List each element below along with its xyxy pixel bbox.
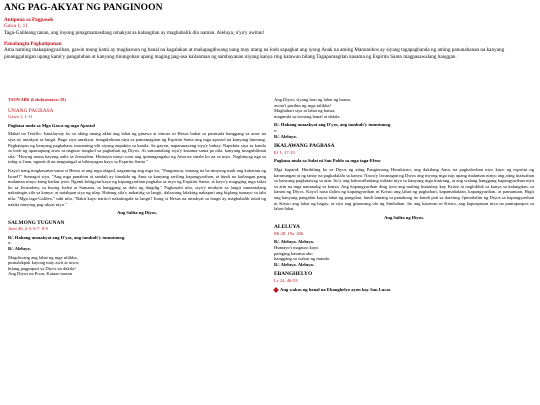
verse-line: Ang Diyos, siyang hari ng lahat ng bansa,	[274, 97, 351, 102]
gospel-heading: EBANGHELYO	[274, 271, 313, 278]
prayer-heading: Panalangin Pagkatipunan	[4, 41, 62, 47]
left-column	[8, 97, 266, 277]
first-reading-paragraph-1: Mahal na Teofilo: Isinalaysay ko sa aking unang aklat ang lahat ng ginawa at itinuro ni Hesus buhat sa pasimula hanggang sa araw na siya·ay umakyat sa langit. Bago siya umakyat, tinagubilinan niya sa pamamagitan ng Espiritu Santo ang mga apostol na kanyang hinirang. Pagkatapos ng kanyang pagkabata, maraming ulit siyang napakita sa kanila. Sa gayon, napatunayang siya'y buhay. Napakita siya sa kanila sa loob ng apatnapung araw at nagturo tungkol sa paghahari ng Diyos. At samantalang siya'y kasama-sama pa nila, kanyang tinagubilinan sila: "Huwag muna kayong aalis sa Jerusalem. Hintayin ninyo roon ang ipinangangako ng Ama na sinabi ko na sa inyo. Nagbinyag nga sa tubig si Juan, ngunit di na magtatagal at bibinyagan kayo sa Espiritu Santo."	[8, 131, 266, 165]
second-reading-end: Ang Salita ng Diyos.	[384, 214, 424, 220]
psalm-verse-line: bilang pagpupuri sa Diyos na dakila!	[8, 265, 76, 271]
first-reading-intro: Pagbasa mula sa Mga Gawa ng mga Apostol	[8, 122, 95, 128]
psalm-ref: Awit 46, 2-3. 6-7. 8-9	[8, 226, 48, 232]
response: R/. Habang umaakyat ang D'yos, ang tambuli'y tumutunog.	[274, 122, 392, 128]
prayer-text: Ama naming makapangyarihan, gawin mong kami ay magkaroon ng banal na kagalakan at makapagdiwang nang may utang na loob sapagkat ang iyong Anak na aming Manunubos ay siyang tagapagbanda ng aming panunahanan na kanyang pinanggalingan upang kami'y panguluhan at kanyang tinungohan upang maging pag-asa kailanman ng sambayanan niyang kanya ring katawan bilang Tagapamagitan kasama ng Espiritu Santo magpasawalang hanggan.	[4, 47, 505, 60]
second-reading-ref: Ef 1, 17-23	[274, 149, 295, 155]
alleluia-verse-line: palaging kasama ako	[274, 250, 313, 256]
second-reading-text: Mga kapatid: Hinihiling ko sa Diyos ng ating Panginoong Hesukristo, ang dakilang Ama, na pagkalooban niyo kayo ng espiritu ng karunungan at ng tanay na pagkakilala sa kanya. Nawa'y liwanagan ng Diyos ang inyong mga isip upang malaman ninyo ang ating inaasahan sa kanyang pagkatawag sa atin. Ito'y ang kaluwalhatiang inilaan niya sa kanyang mga hinirang, at ang walang hanggang kapangyarihan niya sa atin na mga nananalig sa kanya. Ang kapangyarihan ding iyon ang muling bumuhay kay Kristo at naglukluk sa kanya sa kalangitan, sa kanan ng Diyos. Kaya't nasa ilalim ng kapangyarihan ni Kristo ang lahat ng paghahari, kapamahalaan, kapangyarihan, at pamunuan. Higit ang kanyang pangalan kaysa lahat ng pangalan, hindi lamang sa panahong ito kundi pati sa darating. Ipinailalim ng Diyos sa kapangyarihan ni Kristo ang lahat ng bagay, at siya ang ginawang ulo ng Simbahan. Ito ang katawan ni Kristo, ang kapuspusan niya na pumupuspos sa lahat-lahat.	[274, 166, 534, 212]
first-reading-paragraph-2: Kaya't nang magkasama-sama si Hesus at ang mga alagad, nagtanong ang mga ito, "Panginoon, itatatag na ba ninyong muli ang kaharian ng Israel?" Sumagot siya, "Ang mga panahon at sandali ay itinakda ng Ama sa kanyang sariling kapangyarihan, at hindi na kailangan pang malaman ninyo kung kailan iyon. Ngunit bibigyan kayo ng kapangyarihan pagbaba sa inyo ng Espiritu Santo, at kayo'y magiging mga saksi ko sa Jerusalem, sa buong Judea at Samaria, at hanggang sa dulo ng daigdig." Pagkasabi nito, siya'y iniakyat sa langit samantalang nakatingin sila sa kanya; at natakpan siya ng ulap. Habang sila'y nakatitig sa langit, dalawang lalaking nakaputi ang biglang tumayo sa tabi nila. "Mga taga-Galilea," sabi nila, "Bakit kayo narito't nakatingala sa langit? Itong si Hesus na umakyat sa langit ay magbabalik tulad ng nakita ninyong pag-akyat niya."	[8, 167, 266, 207]
psalm-verse-line: pumalakpak kayong may awit at tuwa,	[8, 260, 79, 266]
second-reading-heading: IKALAWANG PAGBASA	[274, 143, 335, 150]
alleluia-verse-line: hanggang sa wakas ng mundo.	[274, 256, 331, 262]
psalm-heading: SALMONG TUGUNAN	[8, 219, 65, 226]
psalm-verse-line: Magdiwang ang lahat ng mga nilikha,	[8, 254, 78, 260]
psalm-or: o:	[8, 240, 12, 246]
verse-line: awitu't purihin ng mga nilikha!	[274, 102, 331, 108]
lectionary-label: TAON ABK (Lekshyonaryo: 58)	[8, 97, 66, 102]
entrance-antiphon	[4, 17, 536, 36]
first-reading-ref: Gawa 1, 1-11	[8, 114, 33, 120]
first-reading-end: Ang Salita ng Diyos.	[117, 210, 157, 216]
right-column	[274, 97, 534, 292]
opening-prayer	[4, 41, 536, 60]
verse-line: Maghahari siya at lahat ng bansa,	[274, 108, 336, 114]
gospel-intro-line	[274, 287, 534, 293]
first-reading-heading: UNANG PAGBASA	[8, 107, 54, 114]
alleluia-response-2: R/. Aleluya. Aleluya.	[274, 261, 314, 267]
cross-mark-icon	[273, 287, 279, 293]
response-alleluia: R/. Aleluya.	[274, 133, 297, 139]
second-reading-intro: Pagbasa mula sa Sulat ni San Pablo sa mga taga-Efeso	[274, 158, 381, 164]
page-title: ANG PAG-AKYAT NG PANGINOON	[4, 3, 163, 13]
gospel-intro: Ang wakas ng banal na Ebanghelyo ayon kay San Lucas	[280, 286, 391, 292]
verse-line: magmula sa tronong banal at dakila.	[274, 113, 341, 119]
gospel-ref: Lc 24, 46-53	[274, 278, 298, 284]
psalm-verse-line: Ang Diyos na Poon, Kataas-taasan	[8, 271, 72, 277]
response-or: o:	[274, 127, 278, 133]
antiphon-ref: Gawa 1, 11	[4, 23, 28, 30]
antiphon-heading: Antipona sa Pagpasok	[4, 17, 54, 23]
alleluia-response: R/. Aleluya. Aleluya.	[274, 239, 314, 245]
alleluia-verse-line: Humayo't magturo kayo	[274, 245, 319, 251]
alleluia-heading: ALELUYA	[274, 224, 300, 231]
alleluia-ref: Mt 28, 19a. 20b	[274, 230, 304, 236]
antiphon-text: Taga-Galileang tanan, ang inyong pinagmamasdang umakyat sa kalangitan ay magbabalik din naman. Aleluya, ú'ya'y awitan!	[4, 29, 265, 36]
psalm-alleluia: R/. Aleluya.	[8, 246, 31, 252]
psalm-response: R/. Habang umaakyat ang D'yos, ang tambuli'y tumutunog.	[8, 234, 126, 240]
